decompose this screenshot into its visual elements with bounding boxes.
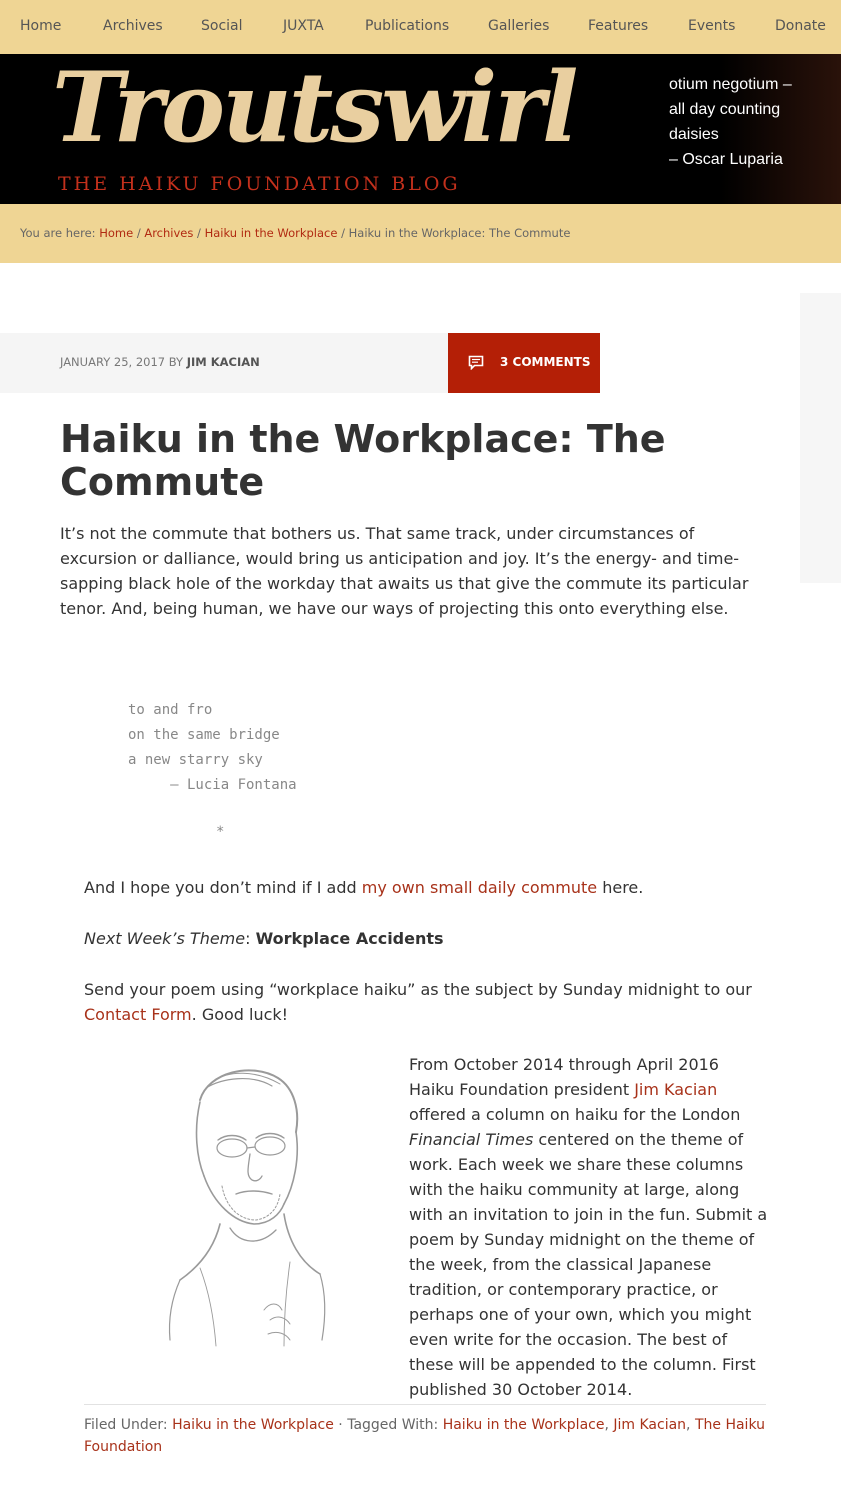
add-text-after: here. — [597, 878, 644, 897]
site-header — [0, 54, 841, 204]
comment-icon — [468, 355, 484, 370]
quote-line: – Oscar Luparia — [669, 151, 783, 168]
tag-link[interactable]: The Haiku Foundation — [84, 1417, 765, 1455]
nav-home[interactable]: Home — [20, 18, 62, 34]
entry-meta — [0, 333, 448, 393]
breadcrumb-bar — [0, 204, 841, 263]
next-theme-paragraph — [84, 926, 774, 951]
tag-link[interactable]: Haiku in the Workplace — [442, 1417, 605, 1433]
author-portrait-sketch — [160, 1058, 330, 1356]
financial-times-title: Financial Times — [409, 1130, 534, 1149]
tagged-with-label: Tagged With: — [347, 1417, 439, 1433]
next-theme-colon: : — [245, 929, 251, 948]
next-theme-label: Next Week’s Theme — [84, 929, 246, 948]
logo-tagline: THE HAIKU FOUNDATION BLOG — [58, 173, 461, 195]
entry-meta-text — [60, 355, 260, 369]
contact-form-link[interactable]: Contact Form — [84, 1005, 192, 1024]
breadcrumb-prefix: You are here: — [20, 226, 96, 240]
poem-line: to and fro — [128, 702, 213, 718]
filed-under-label: Filed Under: — [84, 1417, 168, 1433]
daily-commute-link[interactable]: my own small daily commute — [361, 878, 598, 897]
comments-label: 3 COMMENTS — [500, 355, 591, 369]
header-quote — [669, 72, 834, 172]
comments-button[interactable] — [448, 333, 600, 393]
quote-line: otium negotium – — [669, 76, 792, 93]
poem-attribution: – Lucia Fontana — [128, 777, 297, 793]
quote-line: all day counting — [669, 101, 781, 118]
send-after: . Good luck! — [191, 1005, 289, 1024]
breadcrumb-archives[interactable]: Archives — [144, 226, 194, 240]
breadcrumb-category[interactable]: Haiku in the Workplace — [204, 226, 338, 240]
entry-by: BY — [168, 355, 184, 369]
meta-dot: · — [338, 1417, 343, 1433]
bio-after: centered on the theme of work. Each week we share these columns with the haiku community at large, along with an invitation to join in the fun. Submit a poem by Sunday midnight on the theme of the week, from the classical Japanese tradition, or contemporary practice, or perhaps one of your own, which you might even write for the occasion. The best of these will be appended to the column. First published 30 October 2014. — [409, 1130, 768, 1399]
nav-publications[interactable]: Publications — [365, 18, 450, 34]
nav-features[interactable]: Features — [588, 18, 649, 34]
haiku-poem — [128, 698, 297, 798]
jim-kacian-link[interactable]: Jim Kacian — [634, 1080, 718, 1099]
top-navigation — [0, 0, 841, 54]
add-text-before: And I hope you don’t mind if I add — [84, 878, 362, 897]
nav-galleries[interactable]: Galleries — [488, 18, 550, 34]
nav-events[interactable]: Events — [688, 18, 736, 34]
entry-date: JANUARY 25, 2017 — [60, 355, 166, 369]
add-commute-paragraph — [84, 875, 774, 900]
breadcrumb-current: Haiku in the Workplace: The Commute — [348, 226, 571, 240]
sidebar-strip — [800, 293, 841, 583]
send-text: Send your poem using “workplace haiku” as the subject by Sunday midnight to our — [84, 980, 752, 999]
breadcrumb-separator: / — [136, 226, 141, 240]
entry-title: Haiku in the Workplace: The Commute — [60, 417, 666, 504]
breadcrumb — [20, 226, 570, 240]
section-separator: * — [216, 824, 225, 840]
bio-before: From October 2014 through April 2016 Haiku Foundation president — [409, 1055, 719, 1099]
nav-archives[interactable]: Archives — [103, 18, 163, 34]
logo-script: Troutswirl — [52, 54, 576, 164]
bio-mid: offered a column on haiku for the London — [409, 1105, 741, 1124]
tag-link[interactable]: Jim Kacian — [613, 1417, 687, 1433]
breadcrumb-home[interactable]: Home — [99, 226, 134, 240]
intro-paragraph: It’s not the commute that bothers us. That same track, under circumstances of excursion or dalliance, would bring us anticipation and joy. It’s the energy- and time-sapping black hole of the workday that awaits us that give the commute its particular tenor. And, being human, we have our ways of projecting this onto everything else. — [60, 524, 749, 618]
quote-line: daisies — [669, 126, 719, 143]
send-poem-paragraph — [84, 977, 774, 1027]
column-bio-paragraph — [409, 1052, 769, 1402]
nav-juxta[interactable]: JUXTA — [283, 18, 324, 34]
category-link[interactable]: Haiku in the Workplace — [172, 1417, 334, 1433]
poem-line: a new starry sky — [128, 752, 263, 768]
next-theme-value: Workplace Accidents — [255, 929, 444, 948]
nav-social[interactable]: Social — [201, 18, 243, 34]
breadcrumb-separator: / — [197, 226, 201, 240]
nav-donate[interactable]: Donate — [775, 18, 826, 34]
poem-line: on the same bridge — [128, 727, 280, 743]
breadcrumb-separator: / — [341, 226, 345, 240]
entry-footer-divider — [84, 1404, 766, 1405]
entry-footer-meta: Filed Under: Haiku in the Workplace · Tagged With: Haiku in the Workplace, Jim Kacian, The Haiku Foundation — [84, 1417, 765, 1455]
entry-author-link[interactable]: JIM KACIAN — [186, 355, 260, 369]
